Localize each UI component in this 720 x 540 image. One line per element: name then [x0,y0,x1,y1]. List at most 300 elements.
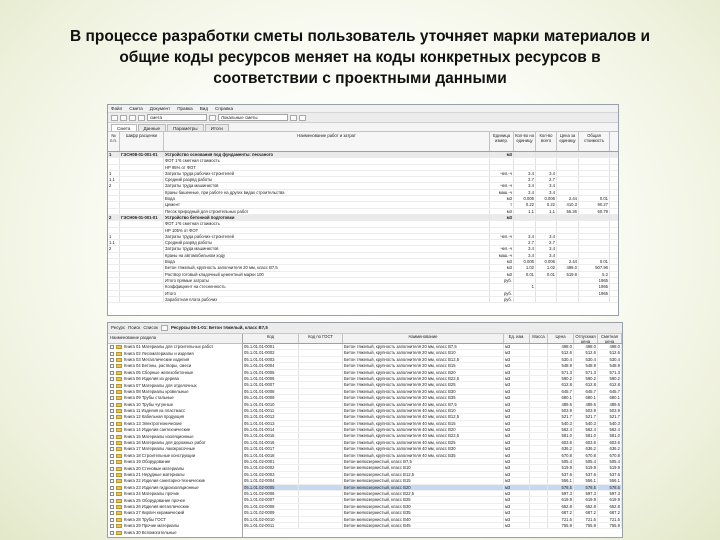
catalog-caption: Ресурсы 06-1-01: Бетон тяжелый, класс В7,5 [170,325,268,330]
folder-icon [116,358,122,362]
res-price: 581.0 [548,433,574,438]
res-gost [299,440,343,445]
res-release-price: 503.9 [574,408,598,413]
slide-title [40,26,680,89]
res-gost [299,497,343,502]
res-mass [530,491,548,496]
row-unit: чел.-ч [490,246,514,251]
expand-icon[interactable] [110,454,114,458]
res-name: Бетон тяжелый, крупность заполнителя 40 мм, класс В15 [343,421,504,426]
folder-icon [116,460,122,464]
filter-select[interactable]: Локальные сметы [218,114,288,121]
row-unit [490,158,514,163]
res-gost [299,517,343,522]
menu-bar [108,105,618,113]
row-unit: чел.-ч [490,171,514,176]
expand-icon[interactable] [110,447,114,451]
res-unit: м3 [504,389,530,394]
row-total [579,190,610,195]
row-number: 2 [108,183,120,188]
res-name: Бетон тяжелый, крупность заполнителя 20 мм, класс В25 [343,382,504,387]
tree-item-label: Книга 09 Трубы стальные [124,395,174,401]
res-code: 05.1.01.02-0007 [243,497,299,502]
expand-icon[interactable] [110,524,114,528]
expand-icon[interactable] [110,409,114,413]
res-release-price: 548.9 [574,363,598,368]
row-name: НР 105% от ФОТ [164,228,490,233]
res-gost [299,478,343,483]
tree-item-label: Книга 16 Материалы для дорожных работ [124,440,206,446]
row-qty-total: 0.006 [536,196,557,201]
row-number [108,209,120,214]
col-qty-total: Кол-во всего [536,132,557,151]
res-estimate-price: 645.7 [598,389,622,394]
res-unit: м3 [504,363,530,368]
row-code [120,240,164,245]
res-name: Бетон тяжелый, крупность заполнителя 20 мм, класс В15 [343,363,504,368]
row-qty-unit [514,152,536,157]
row-number [108,265,120,270]
row-code [120,291,164,296]
filter-icon[interactable] [209,115,216,121]
res-gost [299,414,343,419]
row-total: 0.01 [579,196,610,201]
catalog-toolbar [108,323,622,334]
row-qty-unit [514,158,536,163]
res-name: Бетон тяжелый, крупность заполнителя 20 мм, класс В35 [343,395,504,400]
row-number: 1 [108,152,120,157]
row-price [557,215,579,220]
res-unit: м3 [504,414,530,419]
row-name: Раствор готовый кладочный цементный марки 100 [164,272,490,277]
tab-parameters[interactable]: Параметры [167,124,204,131]
res-name: Бетон мелкозернистый, класс В12,5 [343,472,504,477]
res-name: Бетон тяжелый, крупность заполнителя 40 мм, класс В20 [343,427,504,432]
res-price: 590.2 [548,376,574,381]
res-mass [530,357,548,362]
row-qty-unit: 1.02 [514,265,536,270]
res-code: 05.1.01.01-0011 [243,408,299,413]
title-line: общие коды ресурсов меняет на коды конкретных ресурсов в [119,49,601,66]
res-mass [530,363,548,368]
res-unit: м3 [504,440,530,445]
tree-item-label: Книга 22 Изделия санитарно-технические [124,478,206,484]
res-code: 05.1.01.02-0006 [243,491,299,496]
res-unit: м3 [504,485,530,490]
res-release-price: 680.1 [574,395,598,400]
res-price: 619.9 [548,497,574,502]
row-number [108,165,120,170]
res-code: 05.1.01.01-0003 [243,357,299,362]
res-col-name: Наименование [343,334,504,343]
expand-icon[interactable] [110,435,114,439]
catalog-tab-search[interactable]: Поиск [128,325,141,330]
res-estimate-price: 556.1 [598,478,622,483]
res-price: 571.3 [548,370,574,375]
row-qty-total: 0.01 [536,272,557,277]
tree-item-label: Книга 12 Кабельная продукция [124,414,185,420]
row-code [120,202,164,207]
tree-item-label: Книга 17 Материалы лакокрасочные [124,446,196,452]
open-icon[interactable] [120,115,127,121]
tab-estimate[interactable]: Смета [111,124,137,131]
col-name: Наименование работ и затрат [164,132,490,151]
res-gost [299,408,343,413]
res-unit: м3 [504,517,530,522]
row-qty-total [536,165,557,170]
row-total [579,183,610,188]
row-name: Устройство бетонной подготовки [164,215,490,220]
row-qty-total [536,284,557,289]
res-name: Бетон мелкозернистый, класс В25 [343,497,504,502]
res-price: 721.5 [548,517,574,522]
document-tabs [108,123,618,132]
row-price [557,171,579,176]
row-qty-total: 3.4 [536,253,557,258]
row-name: Коэффициент на стесненность [164,284,490,289]
row-qty-unit: 3.4 [514,190,536,195]
row-name: ФОТ 1*6 сметная стоимость [164,158,490,163]
res-name: Бетон мелкозернистый, класс В40 [343,517,504,522]
row-code [120,183,164,188]
print-icon[interactable] [138,115,145,121]
expand-icon[interactable] [110,499,114,503]
res-estimate-price: 670.8 [598,453,622,458]
expand-icon[interactable] [110,364,114,368]
row-number: 2 [108,215,120,220]
row-price: 2.44 [557,196,579,201]
row-unit: м3 [490,209,514,214]
res-mass [530,440,548,445]
col-total: Общая стоимость [579,132,610,151]
res-release-price: 489.5 [574,402,598,407]
new-icon[interactable] [111,115,118,121]
res-estimate-price: 680.1 [598,395,622,400]
tree-item-label: Книга 23 Изделия гидроизоляционные [124,484,199,490]
row-name: Заработная плата рабочих [164,297,490,302]
expand-icon[interactable] [110,492,114,496]
col-code: Шифр расценки [120,132,164,151]
row-name: Итого прямые затраты [164,278,490,283]
res-price: 612.8 [548,382,574,387]
row-price: 519.8 [557,272,579,277]
expand-icon[interactable] [110,505,114,509]
res-estimate-price: 721.5 [598,517,622,522]
folder-icon [116,352,122,356]
row-name: Затраты труда рабочих-строителей [164,234,490,239]
res-mass [530,408,548,413]
catalog-tree [108,334,243,537]
toolbar [108,113,618,123]
row-qty-total: 2.7 [536,240,557,245]
res-release-price: 612.8 [574,382,598,387]
expand-icon[interactable] [110,473,114,477]
row-unit: руб. [490,291,514,296]
tree-item-label: Книга 29 Прочие материалы [124,523,180,529]
expand-icon[interactable] [110,377,114,381]
res-price: 597.3 [548,491,574,496]
col-price: Цена за единицу [557,132,579,151]
tree-item-label: Книга 18 Строительные конструкции [124,452,196,458]
row-number: 1 [108,171,120,176]
tree-item[interactable] [108,529,242,535]
row-total [579,215,610,220]
res-code: 05.1.01.02-0005 [243,485,299,490]
row-price [557,234,579,239]
binoculars-icon[interactable] [161,325,168,331]
res-release-price: 556.1 [574,478,598,483]
expand-icon[interactable] [110,428,114,432]
res-mass [530,350,548,355]
estimate-grid-body [108,152,618,303]
resource-row[interactable] [243,523,622,529]
row-qty-unit: 0.01 [514,272,536,277]
row-name: Краны башенные, при работе на других видах строительства [164,190,490,195]
res-name: Бетон мелкозернистый, класс В22,5 [343,491,504,496]
res-code: 05.1.01.01-0004 [243,363,299,368]
row-number [108,278,120,283]
res-estimate-price: 636.2 [598,446,622,451]
res-gost [299,421,343,426]
expand-icon[interactable] [110,396,114,400]
resource-table-header [243,334,622,344]
expand-icon[interactable] [110,415,114,419]
res-name: Бетон тяжелый, крупность заполнителя 20 мм, класс В20 [343,370,504,375]
res-code: 05.1.01.01-0007 [243,382,299,387]
res-unit: м3 [504,357,530,362]
folder-icon [116,505,122,509]
row-qty-total: 1.1 [536,209,557,214]
row-total [579,177,610,182]
folder-icon [116,473,122,477]
expand-icon[interactable] [110,479,114,483]
folder-icon [116,371,122,375]
res-gost [299,376,343,381]
row-qty-unit [514,221,536,226]
row-qty-unit: 0.006 [514,196,536,201]
calc-icon[interactable] [290,115,297,121]
res-mass [530,497,548,502]
res-name: Бетон тяжелый, крупность заполнителя 40 мм, класс В35 [343,453,504,458]
res-mass [530,517,548,522]
res-unit: м3 [504,465,530,470]
folder-icon [116,499,122,503]
row-qty-total: 3.4 [536,246,557,251]
expand-icon[interactable] [110,345,114,349]
tab-data[interactable]: Данные [138,124,167,131]
res-code: 05.1.01.01-0009 [243,395,299,400]
res-price: 556.1 [548,478,574,483]
res-estimate-price: 505.4 [598,459,622,464]
res-price: 548.9 [548,363,574,368]
estimate-grid-header [108,132,618,152]
res-mass [530,389,548,394]
tree-item-label: Книга 03 Металлические изделия [124,356,190,362]
row-unit: чел.-ч [490,183,514,188]
folder-icon [116,422,122,426]
expand-icon[interactable] [110,422,114,426]
row-price [557,177,579,182]
row-qty-total: 2.7 [536,177,557,182]
tree-item-label: Книга 05 Сборные железобетонные [124,369,194,375]
row-name: НР 95% от ФОТ [164,165,490,170]
menu-view[interactable]: Вид [199,106,209,111]
row-price: 2.44 [557,259,579,264]
row-total [579,228,610,233]
row-number [108,297,120,302]
res-code: 05.1.01.02-0004 [243,478,299,483]
res-mass [530,427,548,432]
expand-icon[interactable] [110,403,114,407]
res-estimate-price: 619.9 [598,497,622,502]
row-number [108,202,120,207]
res-mass [530,402,548,407]
res-code: 05.1.01.01-0001 [243,344,299,349]
folder-icon [116,403,122,407]
res-code: 05.1.01.01-0018 [243,453,299,458]
resource-catalog-window [107,322,623,538]
res-code: 05.1.01.01-0014 [243,427,299,432]
res-release-price: 498.0 [574,344,598,349]
res-price: 645.7 [548,389,574,394]
row-number: 1.1 [108,177,120,182]
folder-icon [116,384,122,388]
settings-icon[interactable] [299,115,306,121]
expand-icon[interactable] [110,467,114,471]
row-code [120,190,164,195]
menu-edit[interactable]: Правка [177,106,193,111]
tree-item-label: Книга 08 Материалы кровельные [124,388,189,394]
res-price: 680.1 [548,395,574,400]
row-number [108,190,120,195]
res-mass [530,510,548,515]
row-number [108,253,120,258]
row-number [108,158,120,163]
res-code: 05.1.01.02-0011 [243,523,299,528]
expand-icon[interactable] [110,441,114,445]
row-code [120,272,164,277]
res-price: 537.6 [548,472,574,477]
row-code [120,158,164,163]
res-code: 05.1.01.01-0012 [243,414,299,419]
resource-table [243,334,622,537]
folder-icon [116,441,122,445]
row-total: 507.96 [579,265,610,270]
expand-icon[interactable] [110,486,114,490]
expand-icon[interactable] [110,511,114,515]
res-estimate-price: 519.9 [598,465,622,470]
expand-icon[interactable] [110,358,114,362]
res-gost [299,446,343,451]
row-price [557,190,579,195]
res-release-price: 578.5 [574,485,598,490]
res-price: 519.9 [548,465,574,470]
res-unit: м3 [504,453,530,458]
row-price [557,284,579,289]
res-name: Бетон мелкозернистый, класс В10 [343,465,504,470]
folder-icon [116,409,122,413]
menu-document[interactable]: Документ [149,106,171,111]
expand-icon[interactable] [110,518,114,522]
row-qty-unit [514,278,536,283]
row-number [108,228,120,233]
row-total [579,253,610,258]
menu-file[interactable]: Файл [111,106,123,111]
catalog-tab-list[interactable]: Список [143,325,158,330]
res-price: 636.2 [548,446,574,451]
row-price [557,228,579,233]
save-icon[interactable] [129,115,136,121]
res-code: 05.1.01.02-0003 [243,472,299,477]
row-code [120,221,164,226]
row-qty-total: 3.4 [536,171,557,176]
tab-totals[interactable]: Итоги [205,124,229,131]
expand-icon[interactable] [110,531,114,535]
res-col-price: Цена [548,334,574,343]
catalog-tab-resource[interactable]: Ресурс [111,325,126,330]
tree-item-label: Книга 06 Изделия из дерева [124,376,179,382]
row-qty-total [536,297,557,302]
res-release-price: 619.9 [574,497,598,502]
tree-item-label: Книга 25 Оборудование прочее [124,497,186,503]
row-code [120,234,164,239]
res-estimate-price: 521.7 [598,414,622,419]
estimate-select[interactable]: смета [147,114,207,121]
col-qty-unit: Кол-во на единицу [514,132,536,151]
res-name: Бетон тяжелый, крупность заполнителя 20 мм, класс В7,5 [343,344,504,349]
res-release-price: 519.9 [574,465,598,470]
row-qty-total [536,215,557,220]
res-release-price: 562.4 [574,427,598,432]
res-mass [530,382,548,387]
row-qty-unit: 0.006 [514,259,536,264]
res-gost [299,363,343,368]
res-price: 755.9 [548,523,574,528]
menu-estimate[interactable]: Смета [129,106,143,111]
res-estimate-price: 612.8 [598,382,622,387]
res-unit: м3 [504,427,530,432]
res-name: Бетон тяжелый, крупность заполнителя 40 мм, класс В22,5 [343,433,504,438]
folder-icon [116,524,122,528]
expand-icon[interactable] [110,352,114,356]
expand-icon[interactable] [110,390,114,394]
expand-icon[interactable] [110,460,114,464]
row-qty-unit [514,228,536,233]
folder-icon [116,467,122,471]
res-gost [299,485,343,490]
row-unit: м3 [490,152,514,157]
row-code [120,209,164,214]
row-name: Устройство основания под фундаменты: песчаного [164,152,490,157]
estimate-row[interactable] [108,297,618,303]
folder-icon [116,377,122,381]
res-mass [530,478,548,483]
res-col-gost: Код по ГОСТ [299,334,343,343]
row-total: 60.79 [579,209,610,214]
menu-help[interactable]: Справка [215,106,234,111]
res-mass [530,465,548,470]
row-name: Вода [164,196,490,201]
row-unit: т [490,202,514,207]
row-total: 1965 [579,284,610,289]
expand-icon[interactable] [110,384,114,388]
row-qty-unit: 3.4 [514,183,536,188]
row-qty-unit: 2.7 [514,240,536,245]
expand-icon[interactable] [110,371,114,375]
row-number [108,272,120,277]
res-release-price: 603.6 [574,440,598,445]
res-unit: м3 [504,510,530,515]
